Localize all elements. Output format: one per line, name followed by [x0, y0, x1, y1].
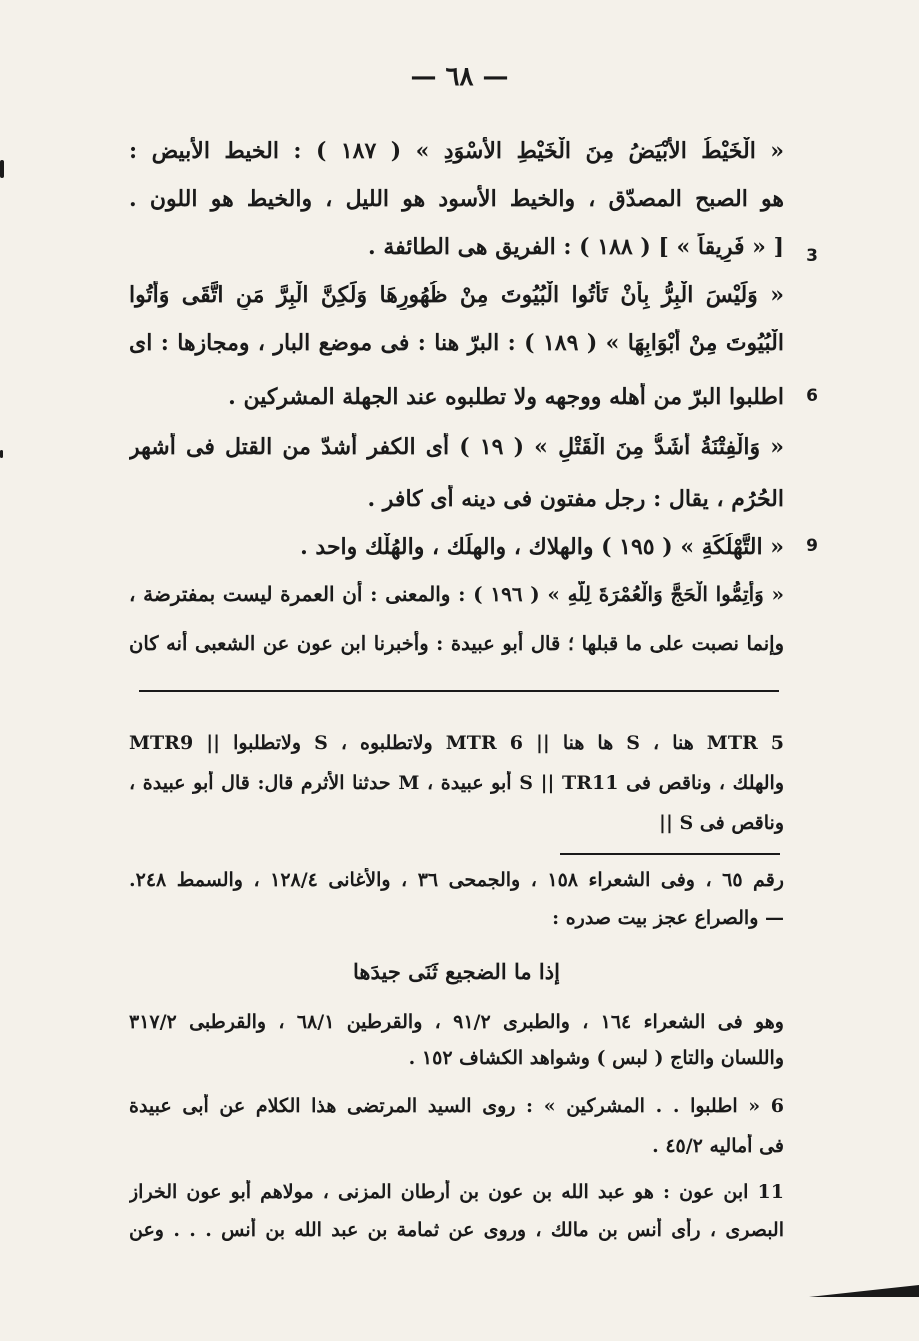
note-line: 6 « اطلبوا . . المشركين » : روى السيد المرتضى هذا الكلام عن أبى عبيدة	[129, 1095, 784, 1117]
text-line: الْبُيُوتَ مِنْ أَبْوَابِهَا » ( ١٨٩ ) : البرّ هنا : فى موضع البار ، ومجازها : اى	[129, 330, 784, 356]
text-line: « وَالْفِتْنَةُ أَشَدُّ مِنَ الْقَتْلِ » ( ١٩ ) أى الكفر أشدّ من القتل فى أشهر	[129, 434, 784, 460]
scan-mark	[0, 450, 3, 458]
note-line: وهو فى الشعراء ١٦٤ ، والطبرى ٩١/٢ ، والقرطين ٦٨/١ ، والقرطبى ٣١٧/٢	[129, 1011, 784, 1033]
note-line: 11 ابن عون : هو عبد الله بن عون بن أرطان المزنى ، مولاهم أبو عون الخراز	[129, 1181, 784, 1203]
scan-edge-mark	[809, 1285, 919, 1297]
text-line: « التَّهْلُكَةِ » ( ١٩٥ ) والهلاك ، والهلَك ، والهُلْك واحد .	[300, 534, 784, 560]
text-line: « الْخَيْطُ الأَبْيَضُ مِنَ الْخَيْطِ الأَسْوَدِ » ( ١٨٧ ) : الخيط الأبيض :	[129, 138, 784, 164]
line-number: 3	[806, 246, 818, 266]
text-line: [ « فَرِيقاً » ] ( ١٨٨ ) : الفريق هى الطائفة .	[368, 234, 784, 260]
scan-mark	[0, 160, 4, 178]
note-line: البصرى ، رأى أنس بن مالك ، وروى عن ثمامة بن عبد الله بن أنس . . . وعن	[129, 1219, 784, 1241]
text-line: الحُرُم ، يقال : رجل مفتون فى دينه أى كافر .	[367, 486, 784, 512]
separator-rule	[139, 690, 779, 692]
apparatus-line: 5 MTR هنا ، S ها هنا || 6 MTR ولاتطلبوه ، S ولاتطلبوا || MTR9	[129, 732, 784, 754]
line-number: 9	[806, 536, 818, 556]
note-line: واللسان والتاج ( لبس ) وشواهد الكشاف ١٥٢ .	[408, 1047, 784, 1069]
page-number: — ٦٨ —	[410, 62, 509, 92]
verse-line: إذا ما الضجيع ثَنَى جيدَها	[353, 959, 560, 984]
text-line: هو الصبح المصدّق ، والخيط الأسود هو الليل ، والخيط هو اللون .	[129, 186, 784, 212]
text-line: « وَلَيْسَ الْبِرُّ بِأَنْ تَأْتُوا الْبُيُوتَ مِنْ ظُهُورِهَا وَلَكِنَّ الْبِرَّ مَنِ اتَّقَى وَأْتُوا	[129, 282, 784, 308]
text-line: اطلبوا البرّ من أهله ووجهه ولا تطلبوه عند الجهلة المشركين .	[228, 384, 784, 410]
note-line: رقم ٦٥ ، وفى الشعراء ١٥٨ ، والجمحى ٣٦ ، والأغانى ١٢٨/٤ ، والسمط ٢٤٨.	[129, 869, 784, 891]
apparatus-line: وناقص فى S ||	[659, 812, 784, 834]
text-line: وإنما نصبت على ما قبلها ؛ قال أبو عبيدة : وأخبرنا ابن عون عن الشعبى أنه كان	[129, 632, 784, 655]
line-number: 6	[806, 386, 818, 406]
notes-separator-rule	[560, 853, 780, 855]
text-line: « وَأَتِمُّوا الْحَجَّ وَالْعُمْرَةَ لِلَّهِ » ( ١٩٦ ) : والمعنى : أن العمرة ليست بمفترضة ،	[129, 582, 784, 606]
apparatus-line: والهلك ، وناقص فى S || TR11 أبو عبيدة ، M حدثنا الأثرم قال: قال أبو عبيدة ،	[129, 772, 784, 794]
note-line: — والصراع عجز بيت صدره :	[552, 907, 784, 929]
note-line: فى أماليه ٤٥/٢ .	[652, 1135, 784, 1157]
